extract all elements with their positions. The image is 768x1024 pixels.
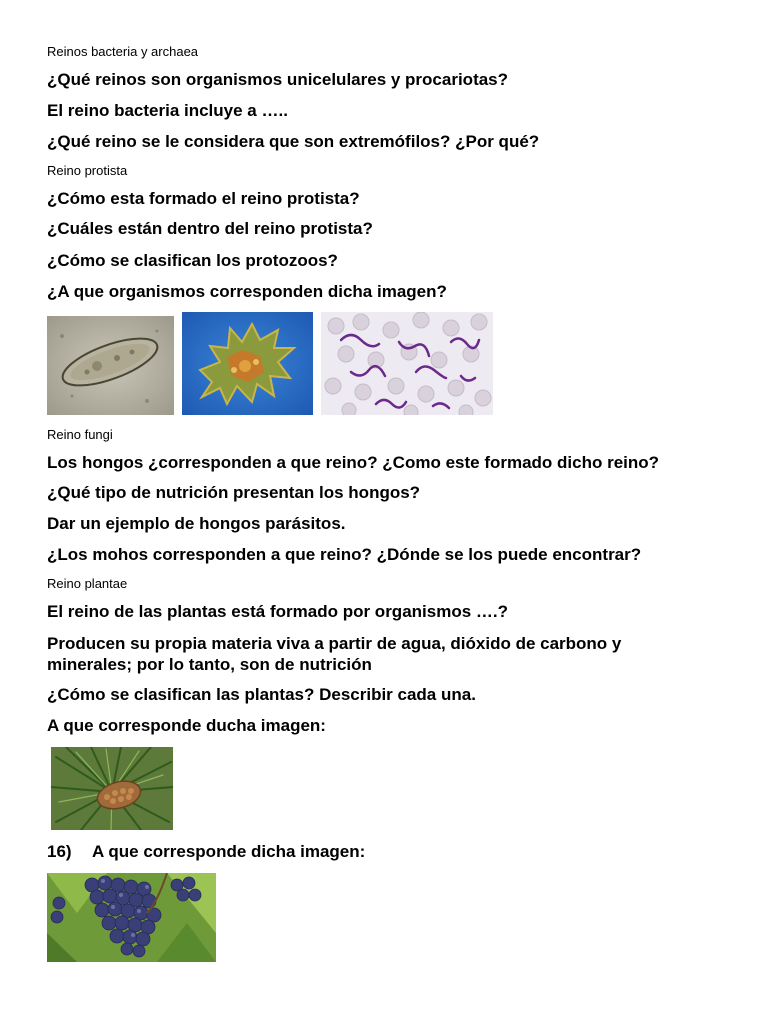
question-3: ¿Qué reino se le considera que son extremófilos? ¿Por qué? — [47, 132, 540, 151]
question-7: ¿A que organismos corresponden dicha imagen? — [47, 282, 447, 301]
question-15: A que corresponde ducha imagen: — [47, 716, 326, 735]
question-2: El reino bacteria incluye a ….. — [47, 101, 288, 120]
pine-image — [51, 747, 173, 830]
question-16: A que corresponde dicha imagen: — [92, 842, 366, 861]
question-11: ¿Los mohos corresponden a que reino? ¿Dónde se los puede encontrar? — [47, 545, 642, 564]
question-9: ¿Qué tipo de nutrición presentan los hongos? — [47, 483, 421, 502]
grapes-image — [47, 873, 216, 962]
section-heading-plantae: Reino plantae — [47, 576, 128, 591]
trypanosoma-image — [321, 312, 493, 415]
section-heading-bacteria: Reinos bacteria y archaea — [47, 44, 199, 59]
question-14: ¿Cómo se clasifican las plantas? Describir cada una. — [47, 685, 476, 704]
question-12: El reino de las plantas está formado por organismos ….? — [47, 602, 508, 621]
question-10: Dar un ejemplo de hongos parásitos. — [47, 514, 346, 533]
amoeba-image — [182, 312, 313, 415]
section-heading-fungi: Reino fungi — [47, 427, 113, 442]
question-4: ¿Cómo esta formado el reino protista? — [47, 189, 360, 208]
question-1: ¿Qué reinos son organismos unicelulares y procariotas? — [47, 70, 509, 89]
paramecium-image — [47, 316, 174, 415]
question-16-number: 16) — [47, 842, 72, 861]
question-5: ¿Cuáles están dentro del reino protista? — [47, 219, 373, 238]
question-13: Producen su propia materia viva a partir de agua, dióxido de carbono y minerales; por lo tanto, son de nutrición — [47, 634, 622, 674]
question-6: ¿Cómo se clasifican los protozoos? — [47, 251, 338, 270]
question-8: Los hongos ¿corresponden a que reino? ¿Como este formado dicho reino? — [47, 453, 660, 472]
section-heading-protista: Reino protista — [47, 163, 128, 178]
